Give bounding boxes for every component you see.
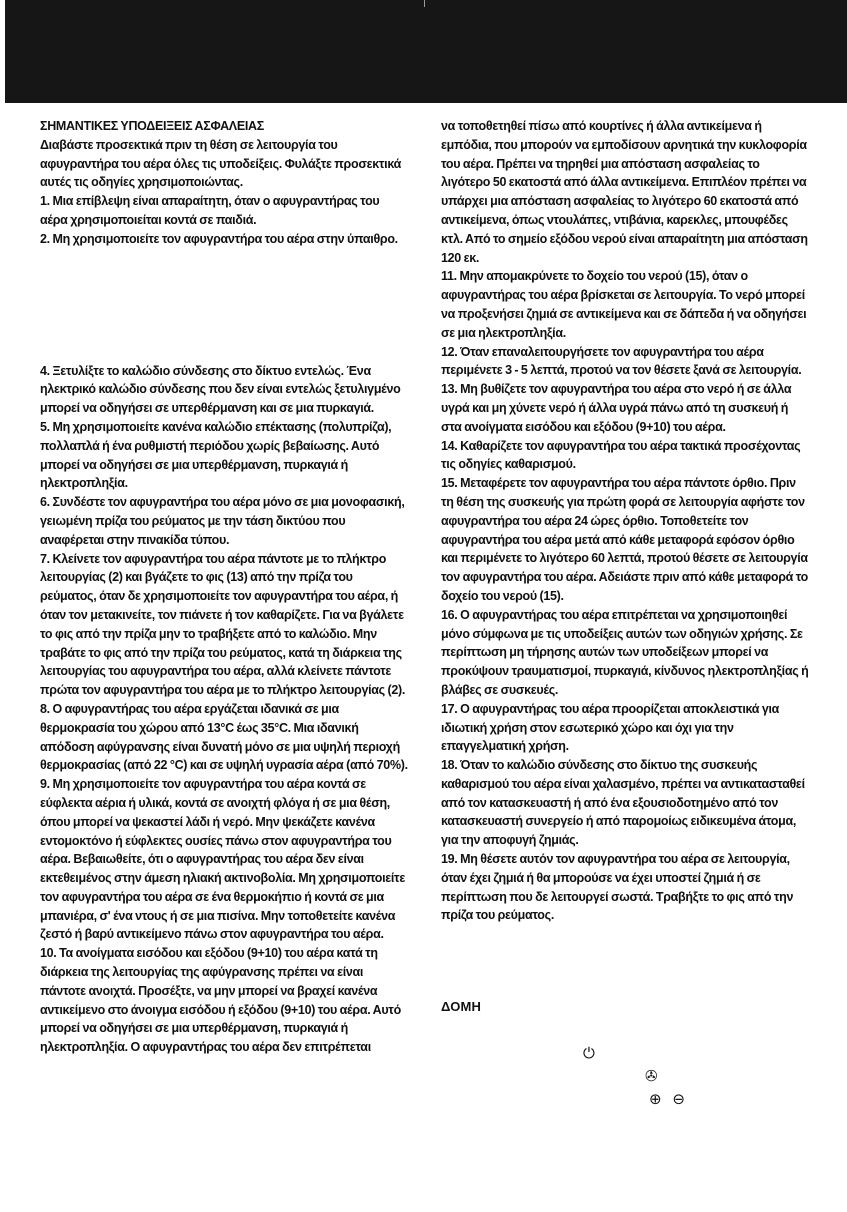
safety-item-10-continued: να τοποθετηθεί πίσω από κουρτίνες ή άλλα αντικείμενα ή εμπόδια, που μπορούν να εμποδίσουν αρνητικά την κυκλοφορία του αέρα. Πρέπει να τηρηθεί μια απόσταση ασφαλείας το λιγότερο 50 εκατοστά από άλλα αντικείμενα. Επιπλέον πρέπει να υπάρχει μια απόσταση ασφαλείας το λιγότερο 60 εκατοστά από αντικείμενα, όπως ντουλάπες, ντιβάνια, καρεκλες, μπουφέδες κτλ. Από το σημείο εξόδου νερού είναι απαραίτητη μια απόσταση 120 εκ. — [441, 119, 808, 265]
safety-item-13: 13. Μη βυθίζετε τον αφυγραντήρα του αέρα στο νερό ή σε άλλα υγρά και μη χύνετε νερό ή άλλα υγρά πάνω από τη συσκευή ή στα ανοίγματα εισόδου και εξόδου (9+10) του αέρα. — [441, 382, 792, 434]
safety-item-8: 8. Ο αφυγραντήρας του αέρα εργάζεται ιδανικά σε μια θερμοκρασία του χώρου από 13°C έως 35°C. Μια ιδανική απόδοση αφύγρανσης είναι δυνατή μόνο σε μια υψηλή περιοχή θερμοκρασίας (από 22 °C) και σε υψηλή υγρασία αέρα (από 70%). — [40, 701, 408, 773]
left-column — [40, 117, 408, 1057]
safety-item-17: 17. Ο αφυγραντήρας του αέρα προορίζεται αποκλειστικά για ιδιωτική χρήση στον εσωτερικό χώρο και όχι για την επαγγελματική χρήση. — [441, 701, 780, 754]
safety-intro: Διαβάστε προσεκτικά πριν τη θέση σε λειτουργία του αφυγραντήρα του αέρα όλες τις υποδείξεις. Φυλάξτε προσεκτικά αυτές τις οδηγίες χρησιμοποιώντας. — [40, 137, 401, 190]
safety-item-2: 2. Μη χρησιμοποιείτε τον αφυγραντήρα του αέρα στην ύπαιθρο. — [40, 231, 398, 246]
header-band — [5, 0, 847, 103]
safety-item-14: 14. Καθαρίζετε τον αφυγραντήρα του αέρα τακτικά προσέχοντας τις οδηγίες καθαρισμού. — [441, 438, 801, 472]
safety-item-5: 5. Μη χρησιμοποιείτε κανένα καλώδιο επέκτασης (πολυπρίζα), πολλαπλά ή ένα ρυθμιστή περιόδου χωρίς βεβαίωσης. Αυτό μπορεί να οδηγήσει σε μια υπερθέρμανση, πυρκαγιά ή ηλεκτροπληξία. — [40, 419, 392, 491]
safety-item-19: 19. Μη θέσετε αυτόν τον αφυγραντήρα του αέρα σε λειτουργία, όταν έχει ζημιά ή θα μπορούσε να έχει υποστεί ζημιά ή σε περίπτωση που δε λειτουργεί σωστά. Τραβήξτε το φις από την πρίζα του ρεύματος. — [441, 852, 794, 923]
structure-heading: ΔΟΜΗ — [441, 999, 482, 1014]
right-column — [441, 117, 809, 925]
safety-item-11: 11. Μην απομακρύνετε το δοχείο του νερού (15), όταν ο αφυγραντήρας του αέρα βρίσκεται σε λειτουργία. Το νερό μπορεί να προξενήσει ζημιά σε αντικείμενα και σε δάπεδα ή να οδηγήσει σε μια ηλεκτροπληξία. — [441, 269, 807, 340]
power-icon: ⏻ — [583, 1044, 595, 1062]
safety-item-16: 16. Ο αφυγραντήρας του αέρα επιτρέπεται να χρησιμοποιηθεί μόνο σύμφωνα με τις υποδείξεις αυτών των οδηγιών χρήσης. Σε περίπτωση μη τήρησης αυτών των υποδείξεων μπορεί να προκύψουν τραυματισμοί, πυρκαγιά, κίνδυνος ηλεκτροπληξίας ή βλάβες σε συσκευές. — [441, 607, 809, 697]
safety-item-15: 15. Μεταφέρετε τον αφυγραντήρα του αέρα πάντοτε όρθιο. Πριν τη θέση της συσκευής για πρώτη φορά σε λειτουργία αφήστε τον αφυγραντήρα του αέρα 24 ώρες όρθιο. Τοποθετείτε τον αφυγραντήρα του αέρα μετά από κάθε μεταφορά εφόσον όρθιο και περιμένετε το λιγότερο 60 λεπτά, προτού θέσετε σε λειτουργία τον αφυγραντήρα του αέρα. Αδειάστε πριν από κάθε μεταφορά το δοχείο του νερού (15). — [441, 476, 808, 603]
safety-item-9: 9. Μη χρησιμοποιείτε τον αφυγραντήρα του αέρα κοντά σε εύφλεκτα αέρια ή υλικά, κοντά σε ανοιχτή φλόγα ή σε μια θέση, όπου μπορεί να ψεκαστεί λάδι ή νερό. Μην ψεκάζετε κανένα εντομοκτόνο ή εύφλεκτες ουσίες πάνω στον αφυγραντήρα του αέρα. Βεβαιωθείτε, ότι ο αφυγραντήρας του αέρα δεν είναι εκτεθειμένος στην άμεση ηλιακή ακτινοβολία. Μη χρησιμοποιείτε τον αφυγραντήρα του αέρα σε ένα θερμοκήπιο ή κοντά σε μια μπανιέρα, σ' ένα ντους ή σε μια πισίνα. Μην τοποθετείτε κανένα ζεστό ή βαρύ αντικείμενο πάνω στον αφυγραντήρα του αέρα. — [40, 777, 405, 942]
safety-item-10: 10. Τα ανοίγματα εισόδου και εξόδου (9+10) του αέρα κατά τη διάρκεια της λειτουργίας της αφύγρανσης πρέπει να είναι πάντοτε ανοιχτά. Προσέξτε, να μην μπορεί να βραχεί κανένα αντικείμενο στο άνοιγμα εισόδου ή εξόδου (9+10) του αέρα. Αυτό μπορεί να οδηγήσει σε μια υπερθέρμανση, πυρκαγιά ή ηλεκτροπληξία. Ο αφυγραντήρας του αέρα δεν επιτρέπεται — [40, 946, 401, 1055]
safety-item-18: 18. Όταν το καλώδιο σύνδεσης στο δίκτυο της συσκευής καθαρισμού του αέρα είναι χαλασμένο, πρέπει να αντικατασταθεί από τον κατασκευαστή ή από ένα εξουσιοδοτημένο από τον κατασκευαστή συνεργείο ή από παρομοίως ειδικευμένα άτομα, για την αποφυγή ζημιάς. — [441, 758, 805, 848]
safety-item-4: 4. Ξετυλίξτε το καλώδιο σύνδεσης στο δίκτυο εντελώς. Ένα ηλεκτρικό καλώδιο σύνδεσης που δεν είναι εντελώς ξετυλιγμένο μπορεί να οδηγήσει σε υπερθέρμανση και σε μια πυρκαγιά. — [40, 363, 401, 416]
fan-icon: ✇ — [645, 1067, 658, 1085]
safety-item-1: 1. Μια επίβλεψη είναι απαραίτητη, όταν ο αφυγραντήρας του αέρα χρησιμοποιείται κοντά σε παιδιά. — [40, 194, 380, 227]
plus-minus-icon: ⊕ ⊖ — [649, 1090, 688, 1108]
safety-item-7: 7. Κλείνετε τον αφυγραντήρα του αέρα πάντοτε με το πλήκτρο λειτουργίας (2) και βγάζετε το φις (13) από την πρίζα του ρεύματος, όταν δε χρησιμοποιείτε τον αφυγραντήρα του αέρα, ή όταν τον μετακινείτε, τον πιάνετε ή τον καθαρίζετε. Για να βγάλετε το φις από την πρίζα μην το τραβήξετε από το καλώδιο. Μην τραβάτε το φις από την πρίζα του ρεύματος, κατά τη διάρκεια της λειτουργίας του αφυγραντήρα του αέρα, αλλά κλείνετε πάντοτε πρώτα τον αφυγραντήρα του αέρα με το πλήκτρο λειτουργίας (2). — [40, 551, 406, 698]
blank-gap — [40, 249, 408, 362]
safety-heading: ΣΗΜΑΝΤΙΚΕΣ ΥΠΟΔΕΙΞΕΙΣ ΑΣΦΑΛΕΙΑΣ — [40, 119, 264, 133]
center-crop-mark — [424, 0, 425, 7]
safety-item-6: 6. Συνδέστε τον αφυγραντήρα του αέρα μόνο σε μια μονοφασική, γειωμένη πρίζα του ρεύματος με την τάση δικτύου που αναφέρεται στην πινακίδα τύπου. — [40, 495, 405, 547]
safety-item-12: 12. Όταν επαναλειτουργήσετε τον αφυγραντήρα του αέρα περιμένετε 3 - 5 λεπτά, προτού να τον θέσετε ξανά σε λειτουργία. — [441, 344, 802, 378]
